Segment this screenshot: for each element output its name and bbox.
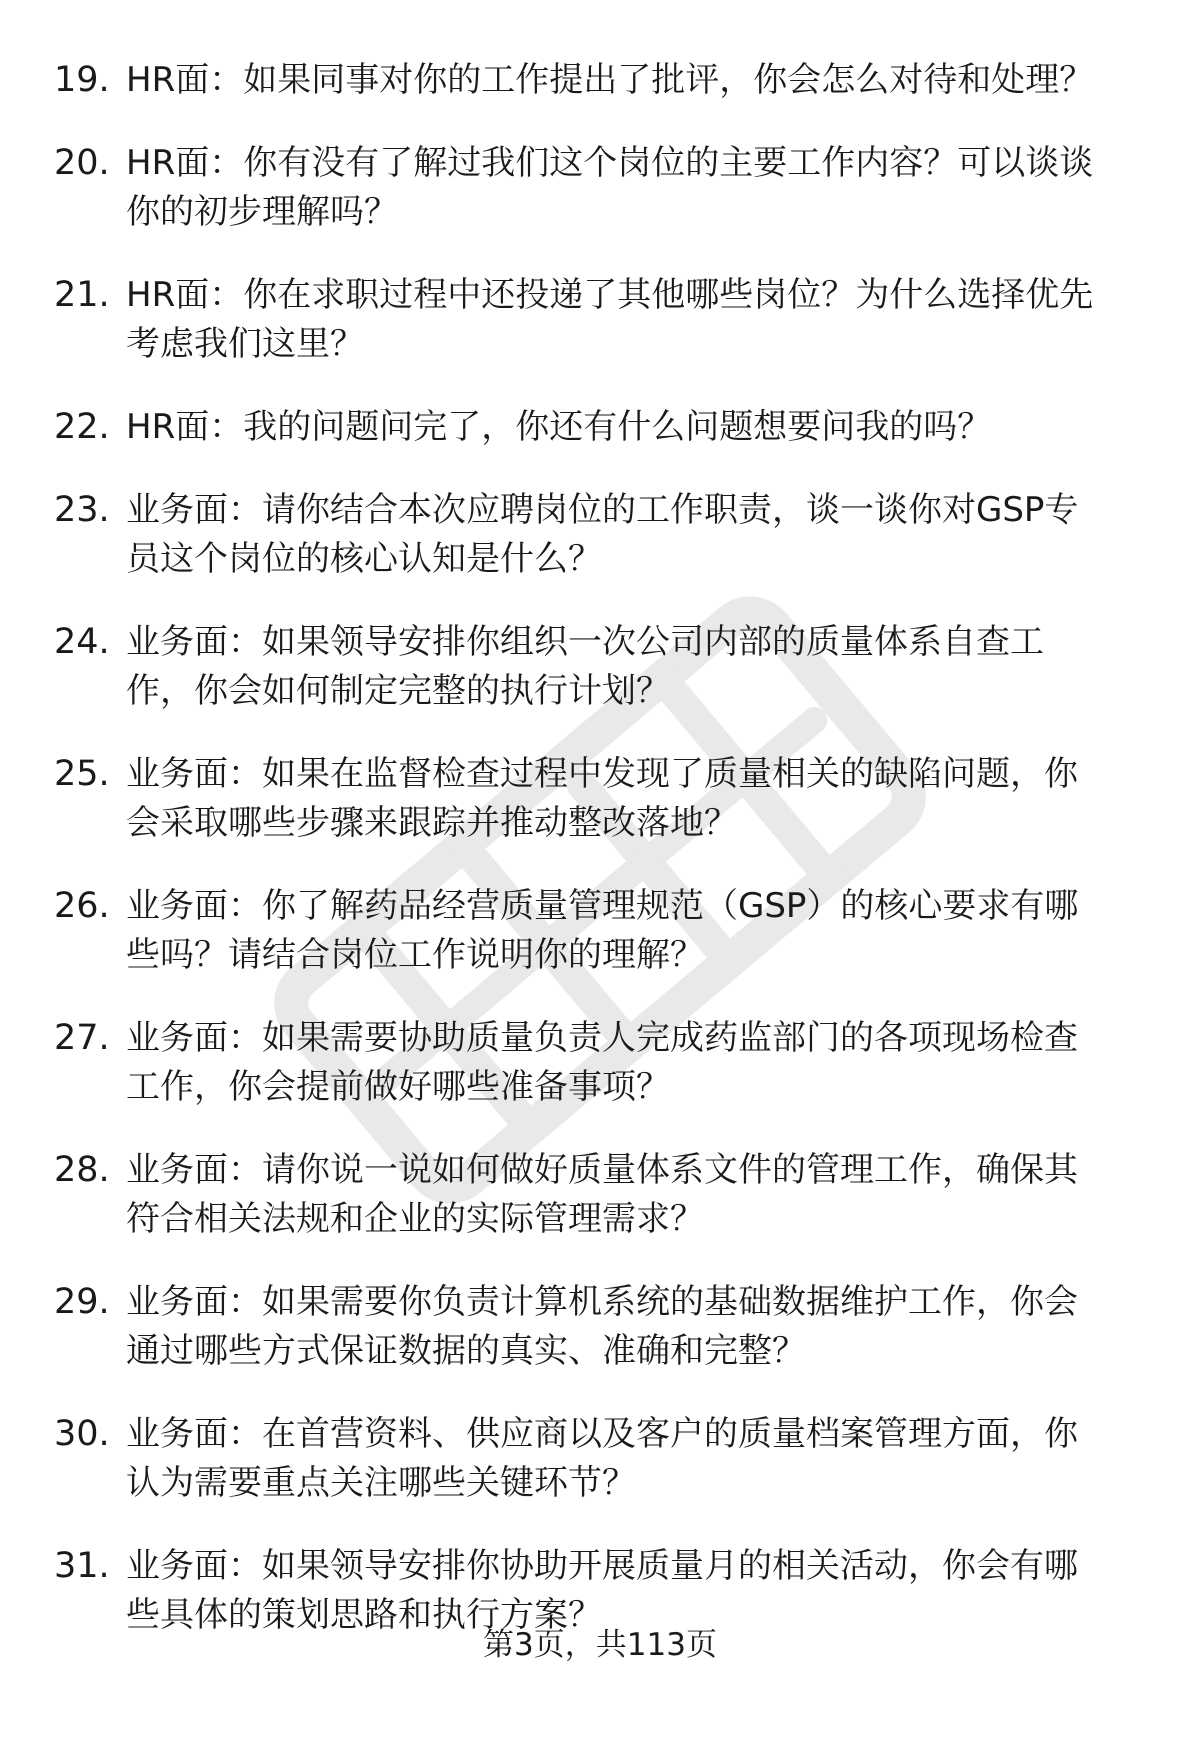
page-number: 第3页，共113页 [483,1627,717,1663]
question-number: 31. [54,1546,110,1586]
question-line: 些吗？请结合岗位工作说明你的理解？ [126,935,704,975]
list-item [0,882,1200,980]
question-number: 24. [54,622,110,662]
question-text [126,139,1146,237]
question-text [126,56,1146,105]
question-line: 业务面：如果需要协助质量负责人完成药监部门的各项现场检查 [126,1018,1078,1058]
question-line: 认为需要重点关注哪些关键环节？ [126,1463,636,1503]
question-line: HR面：你在求职过程中还投递了其他哪些岗位？为什么选择优先 [126,275,1094,315]
list-item [0,486,1200,584]
question-line: 业务面：你了解药品经营质量管理规范（GSP）的核心要求有哪 [126,886,1079,926]
question-line: 员这个岗位的核心认知是什么？ [126,539,602,579]
question-line: HR面：如果同事对你的工作提出了批评，你会怎么对待和处理？ [126,60,1094,100]
question-line: 符合相关法规和企业的实际管理需求？ [126,1199,704,1239]
question-line: 些具体的策划思路和执行方案？ [126,1595,602,1635]
question-text [126,1410,1146,1508]
question-number: 22. [54,407,110,447]
question-line: 业务面：请你结合本次应聘岗位的工作职责，谈一谈你对GSP专 [126,490,1079,530]
question-text [126,271,1146,369]
list-item [0,56,1200,105]
question-text [126,618,1146,716]
question-number: 19. [54,60,110,100]
list-item [0,750,1200,848]
list-item [0,403,1200,452]
question-number: 29. [54,1282,110,1322]
question-line: HR面：你有没有了解过我们这个岗位的主要工作内容？可以谈谈 [126,143,1094,183]
question-text [126,486,1146,584]
question-text [126,1014,1146,1112]
list-item [0,618,1200,716]
question-line: 业务面：如果领导安排你协助开展质量月的相关活动，你会有哪 [126,1546,1078,1586]
question-text [126,1278,1146,1376]
question-line: 考虑我们这里？ [126,324,364,364]
question-number: 21. [54,275,110,315]
list-item [0,1410,1200,1508]
question-line: 作，你会如何制定完整的执行计划？ [126,671,670,711]
question-line: 会采取哪些步骤来跟踪并推动整改落地？ [126,803,738,843]
question-line: 业务面：如果需要你负责计算机系统的基础数据维护工作，你会 [126,1282,1078,1322]
question-number: 20. [54,143,110,183]
question-number: 23. [54,490,110,530]
question-line: 业务面：如果在监督检查过程中发现了质量相关的缺陷问题，你 [126,754,1078,794]
question-line: 业务面：如果领导安排你组织一次公司内部的质量体系自查工 [126,622,1044,662]
list-item [0,1014,1200,1112]
question-number: 26. [54,886,110,926]
question-text [126,403,1146,452]
question-number: 27. [54,1018,110,1058]
question-line: HR面：我的问题问完了，你还有什么问题想要问我的吗？ [126,407,992,447]
question-line: 业务面：请你说一说如何做好质量体系文件的管理工作，确保其 [126,1150,1078,1190]
question-number: 30. [54,1414,110,1454]
list-item [0,1278,1200,1376]
question-text [126,882,1146,980]
question-list [0,56,1200,1674]
question-line: 你的初步理解吗？ [126,192,398,232]
list-item [0,271,1200,369]
question-text [126,1146,1146,1244]
question-line: 业务面：在首营资料、供应商以及客户的质量档案管理方面，你 [126,1414,1078,1454]
question-line: 通过哪些方式保证数据的真实、准确和完整？ [126,1331,806,1371]
question-number: 28. [54,1150,110,1190]
list-item [0,1146,1200,1244]
question-text [126,750,1146,848]
question-number: 25. [54,754,110,794]
question-line: 工作，你会提前做好哪些准备事项？ [126,1067,670,1107]
list-item [0,139,1200,237]
